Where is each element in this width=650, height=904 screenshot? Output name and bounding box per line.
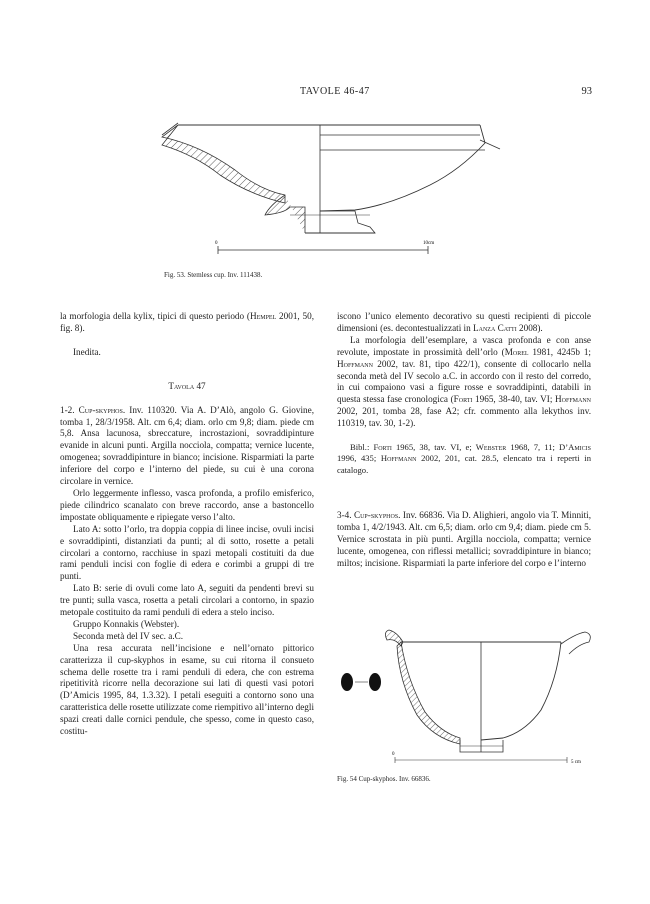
paragraph-resa: Una resa accurata nell’incisione e nell’ornato pittorico caratterizza il cup-skyphos in esame, su cui ritorna il consueto schema delle rosette tra i rami penduli di edera, che con estrema ripetitività ricorre nella decorazione sui lati di questi vasi potori (D’Amicis 1995, 84, 1.3.32). I petali eseguiti a contorno sono una caratteristica delle rosette utilizzate come riempitivo all’interno degli spazi creati dalle cornici pendule, che spesso, come in questo caso, costitu-: [60, 642, 314, 737]
catalog-entry: 1-2. Cup-skyphos. Inv. 110320. Via A. D’Alò, angolo G. Giovine, tomba 1, 28/3/1958. Alt. cm 6,4; diam. orlo cm 9,8; diam. piede cm 5,8. Ansa lacunosa, sbreccature, incrostazioni, sovraddipinture evanide in alcuni punti. Argilla nocciola, compatta; vernice lucente, omogenea; sovraddipinture in bianco; incisione. Risparmiati la parte inferiore del corpo e l’interno del piede, su cui è una corona circolare in vernice.: [60, 404, 315, 487]
paragraph: iscono l’unico elemento decorativo su questi recipienti di piccole dimensioni (es. decontestualizzati in Lanza Catti 2008).: [337, 311, 591, 333]
inedita-note: Inedita.: [73, 346, 101, 357]
paragraph-orlo: Orlo leggermente inflesso, vasca profonda, a profilo emisferico, piede cilindrico scanalato con breve raccordo, anse a bastoncello impostate obliquamente e ripiegate verso l’alto.: [60, 487, 314, 522]
bibliography: Bibl.: Forti 1965, 38, tav. VI, e; Webster 1968, 7, 11; D’Amicis 1996, 435; Hoffmann 2002, 201, cat. 28.5, elencato tra i reperti in catalogo.: [337, 442, 591, 475]
cup-skyphos-drawing: [335, 620, 605, 770]
figure-53-caption: Fig. 53. Stemless cup. Inv. 111438.: [164, 271, 263, 279]
figure-54: [335, 620, 605, 770]
catalog-entry: 3-4. Cup-skyphos. Inv. 66836. Via D. Alighieri, angolo via T. Minniti, tomba 1, 4/2/1943. Alt. cm 6,5; diam. orlo cm 9,4; diam. piede cm 5. Vernice scrostata in più punti. Argilla nocciola, compatta; vernice lucente, omogenea, con riflessi metallici; sovraddipinture in bianco; miltos; incisione. Risparmiati la parte inferiore del corpo e l’interno: [337, 510, 591, 568]
scale-start-label: 0: [215, 241, 218, 246]
section-title: Tavola 47: [168, 380, 206, 391]
right-column: [337, 311, 591, 570]
paragraph-gruppo: Gruppo Konnakis (Webster).: [73, 618, 180, 629]
figure-53: [140, 115, 510, 265]
paragraph-lato-b: Lato B: serie di ovuli come lato A, seguiti da pendenti brevi su tre punti; sulla vasca, rosetta a petali circolari a contorno, in spazio metopale costituito da rami penduli di edera a stelo inciso.: [60, 583, 314, 618]
paragraph: la morfologia della kylix, tipici di questo periodo (Hempel 2001, 50, fig. 8).: [60, 311, 314, 333]
scale-end-label: 5 cm: [571, 760, 581, 765]
scale-start-label: 0: [392, 752, 395, 757]
stemless-cup-drawing: [140, 115, 510, 265]
figure-54-caption: Fig. 54 Cup-skyphos. Inv. 66836.: [337, 775, 431, 783]
handle-section-left: [341, 673, 353, 691]
paragraph-lato-a: Lato A: sotto l’orlo, tra doppia coppia di linee incise, ovuli incisi e sovraddipinti, distanziati da punti; al di sotto, rosette a petali circolari a contorno, racchiuse in spazi metopali costituiti da due rami penduli incisi con foglie di edera e corimbi a gruppi di tre punti.: [60, 523, 314, 582]
handle-section-right: [369, 673, 381, 691]
paragraph-datazione: Seconda metà del IV sec. a.C.: [73, 630, 184, 641]
running-title: TAVOLE 46-47: [300, 86, 370, 97]
running-head: [0, 86, 650, 100]
left-column: [60, 311, 314, 738]
page-number: 93: [581, 86, 592, 97]
scale-end-label: 10cm: [423, 241, 435, 246]
paragraph-morfologia: La morfologia dell’esemplare, a vasca profonda e con anse revolute, impostate in prossimità dell’orlo (Morel 1981, 4245b 1; Hoffmann 2002, tav. 81, tipo 422/1), consente di collocarlo nella seconda metà del IV secolo a.C. in accordo con il resto del corredo, in cui compaiono vasi a figure rosse e sovraddipinti, databili in questa stessa fase cronologica (Forti 1965, 38-40, tav. VI; Hoffmann 2002, 201, tomba 28, fase A2; cfr. commento alla lekythos inv. 110319, tav. 30, 1-2).: [337, 334, 591, 429]
